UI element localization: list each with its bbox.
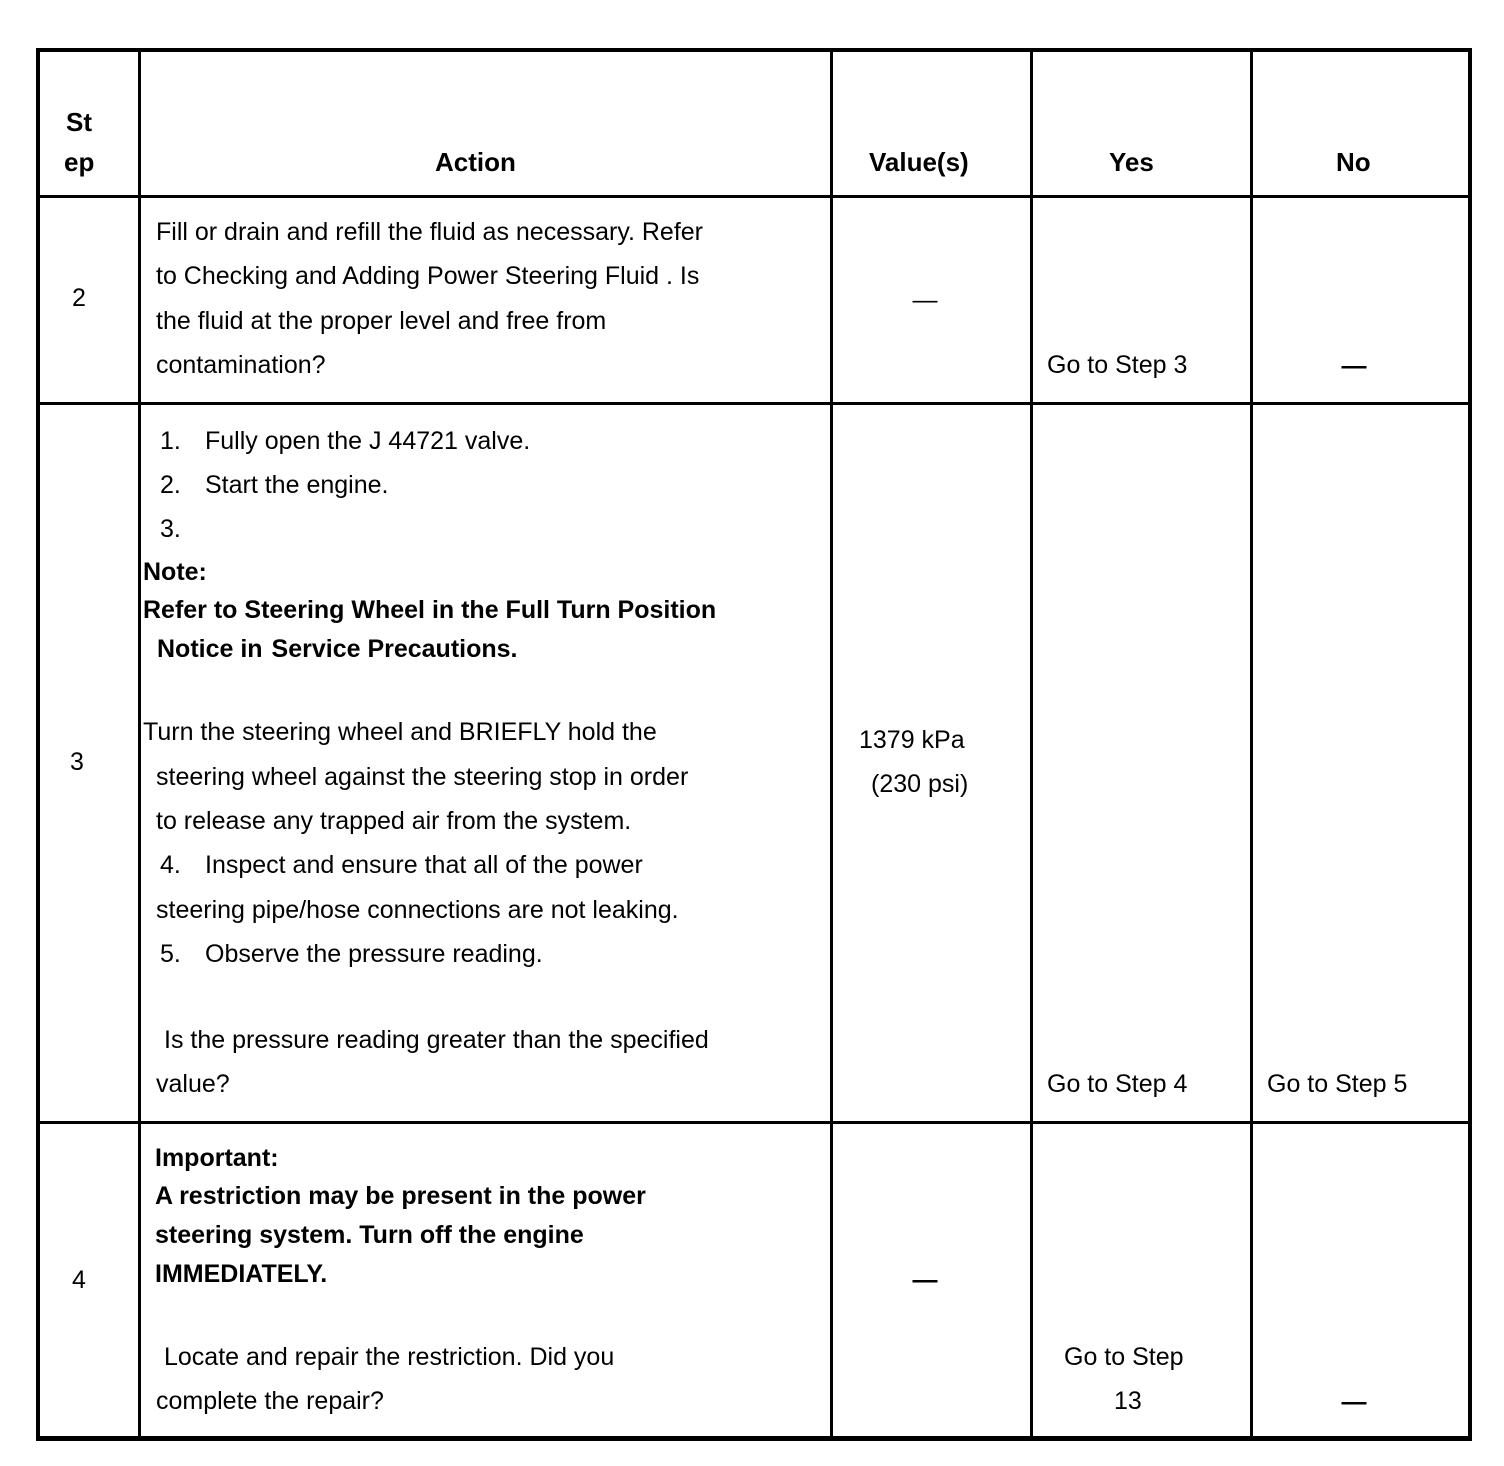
yes-link[interactable]: Go to Step xyxy=(1064,1343,1184,1371)
action-text: to release any trapped air from the system. xyxy=(156,807,632,835)
action-text: Locate and repair the restriction. Did you xyxy=(164,1343,615,1371)
header-step-line2: ep xyxy=(64,147,95,177)
row-divider xyxy=(40,195,1468,198)
list-item-number: 4. xyxy=(160,851,181,879)
list-item xyxy=(160,463,388,508)
action-text: steering wheel against the steering stop in order xyxy=(156,763,689,791)
header-step-line1: St xyxy=(66,107,92,137)
column-divider xyxy=(1250,52,1253,1436)
list-item xyxy=(160,932,543,977)
column-divider xyxy=(138,52,141,1436)
step-number: 2 xyxy=(72,284,86,312)
step-number: 3 xyxy=(70,748,84,776)
action-text: complete the repair? xyxy=(156,1387,384,1415)
value-dash: — xyxy=(912,286,938,314)
important-text: steering system. Turn off the engine xyxy=(155,1221,584,1249)
service-precautions-link[interactable]: Service Precautions. xyxy=(271,635,518,663)
list-item-text: Fully open the J 44721 valve. xyxy=(205,427,531,455)
list-item-text: Start the engine. xyxy=(205,471,389,499)
action-text: Turn the steering wheel and BRIEFLY hold the xyxy=(143,718,657,746)
list-item-number: 1. xyxy=(160,427,181,455)
question-text: value? xyxy=(156,1070,230,1098)
value-kpa: 1379 kPa xyxy=(859,726,965,754)
list-item xyxy=(160,507,205,552)
question-text: Is the pressure reading greater than the specified xyxy=(164,1026,709,1054)
header-action: Action xyxy=(435,147,516,177)
important-text: IMMEDIATELY. xyxy=(155,1260,328,1288)
step-number: 4 xyxy=(72,1266,86,1294)
row-divider xyxy=(40,1121,1468,1124)
important-label: Important: xyxy=(155,1144,279,1172)
list-item-number: 3. xyxy=(160,515,181,543)
list-item-text: Inspect and ensure that all of the power xyxy=(205,851,643,879)
action-text: contamination? xyxy=(156,351,326,379)
list-item xyxy=(160,843,643,888)
note-text xyxy=(157,627,518,672)
action-text: steering pipe/hose connections are not leaking. xyxy=(156,896,679,924)
list-item-number: 5. xyxy=(160,940,181,968)
no-dash: — xyxy=(1341,1388,1367,1416)
header-no: No xyxy=(1336,147,1371,177)
action-text: Fill or drain and refill the fluid as necessary. Refer xyxy=(156,218,703,246)
header-values: Value(s) xyxy=(869,147,969,177)
value-psi: (230 psi) xyxy=(871,770,969,798)
no-link[interactable]: Go to Step 5 xyxy=(1267,1070,1408,1098)
column-divider xyxy=(830,52,833,1436)
action-text: to Checking and Adding Power Steering Fluid . Is xyxy=(156,262,700,290)
no-dash: — xyxy=(1341,352,1367,380)
list-item-number: 2. xyxy=(160,471,181,499)
header-yes: Yes xyxy=(1109,147,1154,177)
list-item-text: Observe the pressure reading. xyxy=(205,940,543,968)
value-dash: — xyxy=(912,1266,938,1294)
yes-link[interactable]: Go to Step 4 xyxy=(1047,1070,1188,1098)
yes-link[interactable]: Go to Step 3 xyxy=(1047,351,1188,379)
note-label: Note: xyxy=(143,558,207,586)
note-text-part: Notice in xyxy=(157,635,263,663)
action-text: the fluid at the proper level and free from xyxy=(156,307,607,335)
important-text: A restriction may be present in the power xyxy=(155,1182,646,1210)
yes-link-step[interactable]: 13 xyxy=(1114,1387,1142,1415)
row-divider xyxy=(40,402,1468,405)
list-item xyxy=(160,419,530,464)
note-text: Refer to Steering Wheel in the Full Turn Position xyxy=(143,596,717,624)
column-divider xyxy=(1030,52,1033,1436)
